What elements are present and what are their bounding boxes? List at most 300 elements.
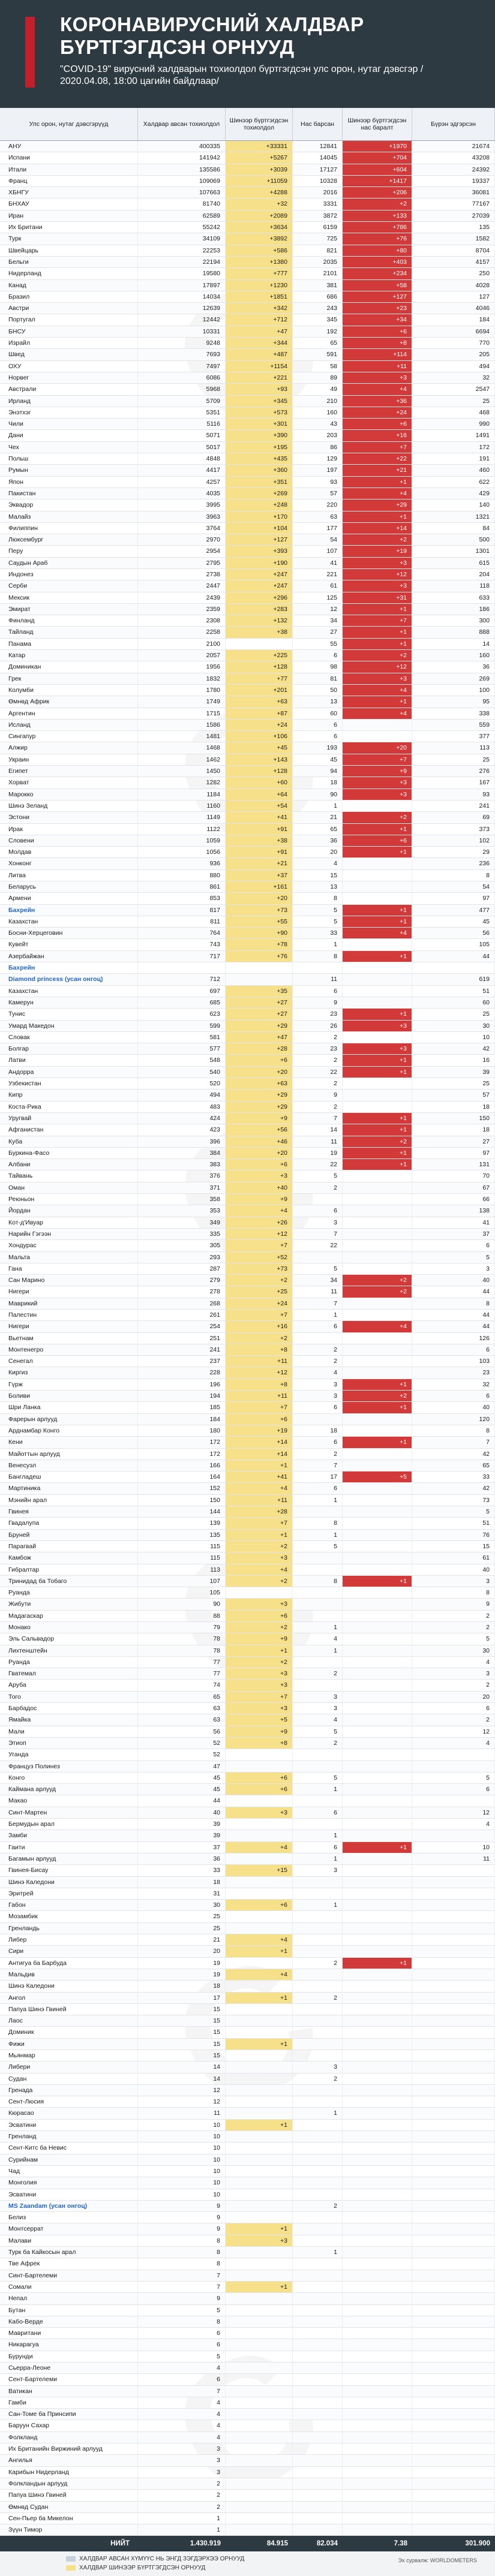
cell-recovered: 186 xyxy=(412,604,495,615)
cell-new-cases: +1 xyxy=(226,1993,293,2003)
cell-country: Эсватини xyxy=(0,2189,138,2200)
cell-new-deaths: +2 xyxy=(343,198,412,209)
table-row xyxy=(0,766,495,777)
table-row xyxy=(0,1958,495,1969)
cell-deaths xyxy=(293,962,343,973)
cell-new-cases: +21 xyxy=(226,858,293,869)
cell-country: Непал xyxy=(0,2293,138,2304)
cell-new-cases xyxy=(226,2154,293,2165)
table-row xyxy=(0,1067,495,1078)
cell-recovered: 6694 xyxy=(412,326,495,337)
table-row xyxy=(0,858,495,869)
table-row xyxy=(0,951,495,962)
table-row xyxy=(0,349,495,360)
cell-new-cases: +283 xyxy=(226,604,293,615)
cell-recovered: 6 xyxy=(412,1784,495,1795)
table-row xyxy=(0,881,495,893)
cell-new-cases: +435 xyxy=(226,453,293,464)
cell-new-deaths xyxy=(343,2235,412,2246)
title-line-2: БҮРТГЭГДСЭН ОРНУУД xyxy=(60,36,295,58)
cell-new-cases: +7 xyxy=(226,1518,293,1528)
cell-deaths: 10328 xyxy=(293,176,343,186)
cell-deaths xyxy=(293,1252,343,1263)
cell-country: Исланд xyxy=(0,720,138,730)
cell-recovered xyxy=(412,2131,495,2142)
cell-cases: 685 xyxy=(138,997,226,1008)
table-row xyxy=(0,361,495,372)
cell-deaths: 63 xyxy=(293,511,343,522)
cell-new-deaths: +3 xyxy=(343,1043,412,1054)
cell-cases: 3 xyxy=(138,2443,226,2454)
cell-country: Вьетнам xyxy=(0,1333,138,1344)
cell-recovered: 70 xyxy=(412,1170,495,1181)
cell-cases: 184 xyxy=(138,1414,226,1425)
cell-new-deaths xyxy=(343,2490,412,2500)
cell-new-cases xyxy=(226,2386,293,2397)
table-row xyxy=(0,1124,495,1136)
cell-country: Никарагуа xyxy=(0,2339,138,2350)
cell-new-deaths xyxy=(343,1726,412,1737)
cell-deaths xyxy=(293,2478,343,2489)
cell-new-deaths xyxy=(343,1911,412,1922)
cell-country: Реюньон xyxy=(0,1194,138,1205)
table-row xyxy=(0,1263,495,1275)
cell-deaths: 55 xyxy=(293,639,343,649)
cell-recovered: 51 xyxy=(412,986,495,997)
cell-cases: 4 xyxy=(138,2409,226,2419)
cell-new-cases: +360 xyxy=(226,465,293,476)
table-row xyxy=(0,141,495,152)
cell-country: Нигери xyxy=(0,1286,138,1297)
cell-cases: 166 xyxy=(138,1460,226,1471)
cell-new-deaths xyxy=(343,1460,412,1471)
cell-cases: 861 xyxy=(138,881,226,892)
cell-recovered: 429 xyxy=(412,488,495,499)
cell-new-cases: +4288 xyxy=(226,187,293,198)
cell-country: Боливи xyxy=(0,1391,138,1401)
cell-country: Тунис xyxy=(0,1009,138,1019)
cell-recovered xyxy=(412,962,495,973)
cell-recovered: 633 xyxy=(412,592,495,603)
cell-cases: 17897 xyxy=(138,280,226,291)
cell-country: Гвинея-Бисау xyxy=(0,1865,138,1876)
cell-recovered: 84 xyxy=(412,523,495,534)
cell-country: Жибути xyxy=(0,1599,138,1609)
cell-new-cases xyxy=(226,2397,293,2408)
cell-recovered: 4028 xyxy=(412,280,495,291)
cell-new-deaths: +1 xyxy=(343,951,412,962)
cell-cases: 34109 xyxy=(138,233,226,244)
cell-new-cases: +143 xyxy=(226,754,293,765)
cell-new-cases: +1 xyxy=(226,2282,293,2292)
cell-deaths: 45 xyxy=(293,754,343,765)
cell-cases: 5017 xyxy=(138,442,226,453)
cell-recovered: 300 xyxy=(412,615,495,626)
cell-new-deaths: +1 xyxy=(343,1576,412,1587)
cell-country: Руанда xyxy=(0,1657,138,1668)
cell-new-cases xyxy=(226,962,293,973)
cell-new-cases xyxy=(226,1877,293,1888)
cell-new-deaths xyxy=(343,1483,412,1494)
cell-recovered xyxy=(412,2524,495,2535)
cell-cases: 936 xyxy=(138,858,226,869)
cell-new-deaths xyxy=(343,1333,412,1344)
cell-recovered: 127 xyxy=(412,291,495,302)
table-row xyxy=(0,1900,495,1911)
cell-deaths: 81 xyxy=(293,673,343,684)
table-row xyxy=(0,2490,495,2501)
cell-deaths: 2 xyxy=(293,1668,343,1679)
totals-recovered: 301.900 xyxy=(465,2540,490,2548)
cell-cases: 150 xyxy=(138,1495,226,1506)
cell-recovered: 269 xyxy=(412,673,495,684)
cell-new-deaths xyxy=(343,2247,412,2258)
cell-new-cases xyxy=(226,1923,293,1934)
cell-cases: 1749 xyxy=(138,696,226,707)
cell-recovered xyxy=(412,2455,495,2466)
cell-country: Сомали xyxy=(0,2282,138,2292)
cell-country: Маврикий xyxy=(0,1298,138,1309)
table-row xyxy=(0,801,495,812)
cell-recovered xyxy=(412,2223,495,2234)
cell-country: Сент-Люсия xyxy=(0,2096,138,2107)
cell-new-deaths xyxy=(343,939,412,950)
cell-new-cases: +2 xyxy=(226,1275,293,1286)
cell-country: Сан Марино xyxy=(0,1275,138,1286)
cell-new-deaths xyxy=(343,2166,412,2177)
table-row xyxy=(0,2351,495,2363)
cell-cases: 287 xyxy=(138,1263,226,1274)
cell-deaths xyxy=(293,1414,343,1425)
cell-deaths: 1 xyxy=(293,1900,343,1910)
cell-cases: 22253 xyxy=(138,245,226,256)
cell-deaths: 26 xyxy=(293,1021,343,1031)
cell-cases: 25 xyxy=(138,1923,226,1934)
cell-deaths: 2101 xyxy=(293,268,343,279)
cell-country: Монтенегро xyxy=(0,1344,138,1355)
cell-cases: 135 xyxy=(138,1530,226,1540)
cell-new-cases: +586 xyxy=(226,245,293,256)
cell-new-cases: +3 xyxy=(226,1680,293,1690)
table-row xyxy=(0,384,495,395)
cell-new-cases: +5267 xyxy=(226,152,293,163)
cell-deaths xyxy=(293,2282,343,2292)
totals-label: НИЙТ xyxy=(110,2540,130,2548)
cell-recovered xyxy=(412,2004,495,2015)
table-row xyxy=(0,1205,495,1217)
cell-new-deaths: +22 xyxy=(343,453,412,464)
cell-new-cases: +4 xyxy=(226,1205,293,1216)
table-row xyxy=(0,257,495,268)
table-row xyxy=(0,777,495,789)
cell-country: Тве Афрек xyxy=(0,2258,138,2269)
table-row xyxy=(0,1275,495,1286)
cell-new-deaths xyxy=(343,1367,412,1378)
cell-cases: 1 xyxy=(138,2513,226,2524)
cell-new-deaths: +2 xyxy=(343,650,412,661)
cell-deaths: 54 xyxy=(293,534,343,545)
cell-deaths: 6 xyxy=(293,1321,343,1332)
cell-country: Бутан xyxy=(0,2305,138,2316)
cell-cases: 172 xyxy=(138,1449,226,1459)
cell-new-deaths xyxy=(343,1495,412,1506)
table-row xyxy=(0,1761,495,1772)
cell-new-deaths: +4 xyxy=(343,685,412,696)
cell-new-deaths xyxy=(343,1819,412,1829)
cell-cases: 45 xyxy=(138,1784,226,1795)
table-row xyxy=(0,2027,495,2038)
table-row xyxy=(0,2096,495,2108)
cell-deaths xyxy=(293,2223,343,2234)
cell-deaths: 2 xyxy=(293,1993,343,2003)
cell-new-cases: +9 xyxy=(226,1726,293,1737)
cell-recovered: 32 xyxy=(412,372,495,383)
table-row xyxy=(0,696,495,708)
cell-new-deaths xyxy=(343,997,412,1008)
cell-country: Люксембург xyxy=(0,534,138,545)
cell-country: Франц xyxy=(0,176,138,186)
cell-country: Киргиз xyxy=(0,1367,138,1378)
cell-recovered: 44 xyxy=(412,951,495,962)
cell-deaths: 6 xyxy=(293,1807,343,1818)
table-row xyxy=(0,1425,495,1437)
cell-country: Ангилья xyxy=(0,2455,138,2466)
cell-country: Лаос xyxy=(0,2015,138,2026)
cell-cases: 293 xyxy=(138,1252,226,1263)
cell-deaths: 3 xyxy=(293,1391,343,1401)
cell-country: Парагвай xyxy=(0,1541,138,1552)
cell-deaths xyxy=(293,1946,343,1957)
table-row xyxy=(0,939,495,950)
cell-new-cases: +14 xyxy=(226,1449,293,1459)
cell-recovered: 43208 xyxy=(412,152,495,163)
cell-country: Лихтенштейн xyxy=(0,1645,138,1656)
cell-new-cases: +4 xyxy=(226,1564,293,1575)
cell-new-deaths xyxy=(343,1263,412,1274)
cell-deaths: 6 xyxy=(293,1402,343,1413)
cell-deaths: 8 xyxy=(293,1518,343,1528)
cell-country: Фолкланд xyxy=(0,2432,138,2443)
cell-cases: 2970 xyxy=(138,534,226,545)
table-row xyxy=(0,176,495,187)
cell-country: Майоттын арлууд xyxy=(0,1449,138,1459)
cell-deaths: 5 xyxy=(293,1541,343,1552)
cell-new-deaths: +1 xyxy=(343,1437,412,1448)
cell-new-cases xyxy=(226,2050,293,2061)
cell-new-deaths xyxy=(343,974,412,985)
cell-cases: 817 xyxy=(138,905,226,916)
cell-cases: 107663 xyxy=(138,187,226,198)
cell-new-cases xyxy=(226,2004,293,2015)
cell-new-deaths xyxy=(343,1530,412,1540)
column-header-recovered: Бүрэн эдгэрсэн xyxy=(412,108,495,140)
table-row xyxy=(0,1090,495,1101)
cell-recovered: 40 xyxy=(412,1275,495,1286)
cell-new-deaths: +206 xyxy=(343,187,412,198)
cell-country: Австри xyxy=(0,303,138,314)
cell-new-cases xyxy=(226,2351,293,2362)
cell-country: Кувейт xyxy=(0,939,138,950)
cell-new-cases: +16 xyxy=(226,1321,293,1332)
cell-new-deaths: +1 xyxy=(343,1842,412,1853)
cell-country: Ватикан xyxy=(0,2386,138,2397)
cell-new-cases: +344 xyxy=(226,338,293,348)
cell-cases: 19 xyxy=(138,1969,226,1980)
table-row xyxy=(0,2015,495,2027)
cell-country: Diamond princess (усан онгоц) xyxy=(0,974,138,985)
cell-country: Белиз xyxy=(0,2212,138,2223)
cell-recovered: 20 xyxy=(412,1692,495,1702)
cell-recovered xyxy=(412,2177,495,2188)
cell-cases: 520 xyxy=(138,1078,226,1089)
cell-new-deaths xyxy=(343,1032,412,1043)
cell-new-cases: +301 xyxy=(226,419,293,429)
cell-country: Француз Полинез xyxy=(0,1761,138,1772)
table-row xyxy=(0,2131,495,2142)
cell-new-cases: +132 xyxy=(226,615,293,626)
table-row xyxy=(0,1749,495,1761)
cell-recovered: 160 xyxy=(412,650,495,661)
cell-new-deaths: +16 xyxy=(343,430,412,441)
cell-country: Казахстан xyxy=(0,986,138,997)
cell-recovered: 19337 xyxy=(412,176,495,186)
cell-country: Синт-Мартен xyxy=(0,1807,138,1818)
table-row xyxy=(0,210,495,222)
table-row xyxy=(0,2154,495,2166)
cell-new-deaths xyxy=(343,2443,412,2454)
cell-recovered xyxy=(412,2374,495,2385)
table-row xyxy=(0,1391,495,1402)
cell-new-cases: +201 xyxy=(226,685,293,696)
table-row xyxy=(0,1402,495,1413)
cell-deaths: 125 xyxy=(293,592,343,603)
cell-new-cases: +26 xyxy=(226,1217,293,1228)
cell-deaths: 17 xyxy=(293,1471,343,1482)
cell-country: Молдав xyxy=(0,847,138,857)
cell-new-cases: +712 xyxy=(226,314,293,325)
cell-cases: 3764 xyxy=(138,523,226,534)
cell-cases: 78 xyxy=(138,1633,226,1644)
cell-new-deaths xyxy=(343,2409,412,2419)
cell-deaths xyxy=(293,1657,343,1668)
cell-cases: 1481 xyxy=(138,731,226,742)
cell-new-deaths xyxy=(343,2467,412,2478)
cell-recovered: 5 xyxy=(412,1506,495,1517)
cell-new-cases: +9 xyxy=(226,1113,293,1124)
cell-recovered: 167 xyxy=(412,777,495,788)
cell-country: Камерун xyxy=(0,997,138,1008)
cell-country: Сенегал xyxy=(0,1356,138,1367)
cell-new-cases xyxy=(226,2015,293,2026)
cell-cases: 10 xyxy=(138,2189,226,2200)
cell-deaths: 14045 xyxy=(293,152,343,163)
cell-cases: 10 xyxy=(138,2166,226,2177)
cell-recovered: 377 xyxy=(412,731,495,742)
cell-new-cases: +35 xyxy=(226,986,293,997)
cell-new-deaths xyxy=(343,1761,412,1772)
cell-cases: 396 xyxy=(138,1136,226,1147)
table-row xyxy=(0,2247,495,2258)
cell-recovered: 135 xyxy=(412,222,495,233)
cell-new-deaths xyxy=(343,1217,412,1228)
cell-deaths: 5 xyxy=(293,916,343,927)
cell-new-cases: +90 xyxy=(226,928,293,938)
table-row xyxy=(0,1645,495,1657)
table-row xyxy=(0,1471,495,1483)
cell-deaths: 86 xyxy=(293,442,343,453)
cell-cases: 65 xyxy=(138,1692,226,1702)
cell-country: Либер xyxy=(0,1934,138,1945)
table-row xyxy=(0,2004,495,2015)
table-row xyxy=(0,1102,495,1113)
cell-deaths: 725 xyxy=(293,233,343,244)
cell-cases: 1715 xyxy=(138,708,226,719)
cell-new-deaths xyxy=(343,858,412,869)
table-row xyxy=(0,1865,495,1876)
table-row xyxy=(0,2432,495,2443)
cell-new-cases xyxy=(226,2201,293,2211)
cell-new-cases xyxy=(226,2062,293,2072)
table-row xyxy=(0,1333,495,1344)
cell-cases: 63 xyxy=(138,1703,226,1714)
cell-recovered: 15 xyxy=(412,1541,495,1552)
cell-deaths: 3331 xyxy=(293,198,343,209)
cell-new-deaths xyxy=(343,1425,412,1436)
cell-country: Кипр xyxy=(0,1090,138,1100)
cell-new-deaths xyxy=(343,1853,412,1864)
cell-new-cases: +6 xyxy=(226,1055,293,1066)
cell-new-deaths xyxy=(343,2189,412,2200)
cell-deaths: 2 xyxy=(293,2074,343,2084)
cell-new-deaths xyxy=(343,1772,412,1783)
cell-new-deaths: +704 xyxy=(343,152,412,163)
cell-new-cases xyxy=(226,2363,293,2373)
cell-deaths xyxy=(293,1934,343,1945)
cell-new-deaths xyxy=(343,1865,412,1876)
cell-recovered xyxy=(412,1877,495,1888)
cell-cases: 384 xyxy=(138,1148,226,1158)
cell-new-deaths xyxy=(343,1344,412,1355)
cell-new-deaths: +1 xyxy=(343,1113,412,1124)
cell-country: Сен-Пьер ба Микелон xyxy=(0,2513,138,2524)
cell-new-deaths: +12 xyxy=(343,569,412,580)
cell-new-cases: +20 xyxy=(226,1148,293,1158)
cell-deaths xyxy=(293,1611,343,1621)
table-row xyxy=(0,1530,495,1541)
cell-new-deaths: +4 xyxy=(343,928,412,938)
cell-deaths: 18 xyxy=(293,1425,343,1436)
cell-cases: 251 xyxy=(138,1333,226,1344)
cell-country: Словени xyxy=(0,835,138,846)
cell-new-cases xyxy=(226,2455,293,2466)
cell-deaths: 90 xyxy=(293,789,343,800)
cell-country: Бруней xyxy=(0,1530,138,1540)
cell-new-cases: +225 xyxy=(226,650,293,661)
cell-cases: 5116 xyxy=(138,419,226,429)
cell-deaths: 89 xyxy=(293,372,343,383)
cell-cases: 9 xyxy=(138,2201,226,2211)
cell-recovered: 2547 xyxy=(412,384,495,395)
table-row xyxy=(0,1356,495,1367)
cell-recovered: 25 xyxy=(412,754,495,765)
table-row xyxy=(0,673,495,685)
cell-deaths: 2035 xyxy=(293,257,343,267)
cell-new-deaths xyxy=(343,801,412,811)
table-row xyxy=(0,1795,495,1807)
cell-deaths: 2 xyxy=(293,1958,343,1969)
cell-deaths: 7 xyxy=(293,1460,343,1471)
cell-new-cases: +4 xyxy=(226,1969,293,1980)
